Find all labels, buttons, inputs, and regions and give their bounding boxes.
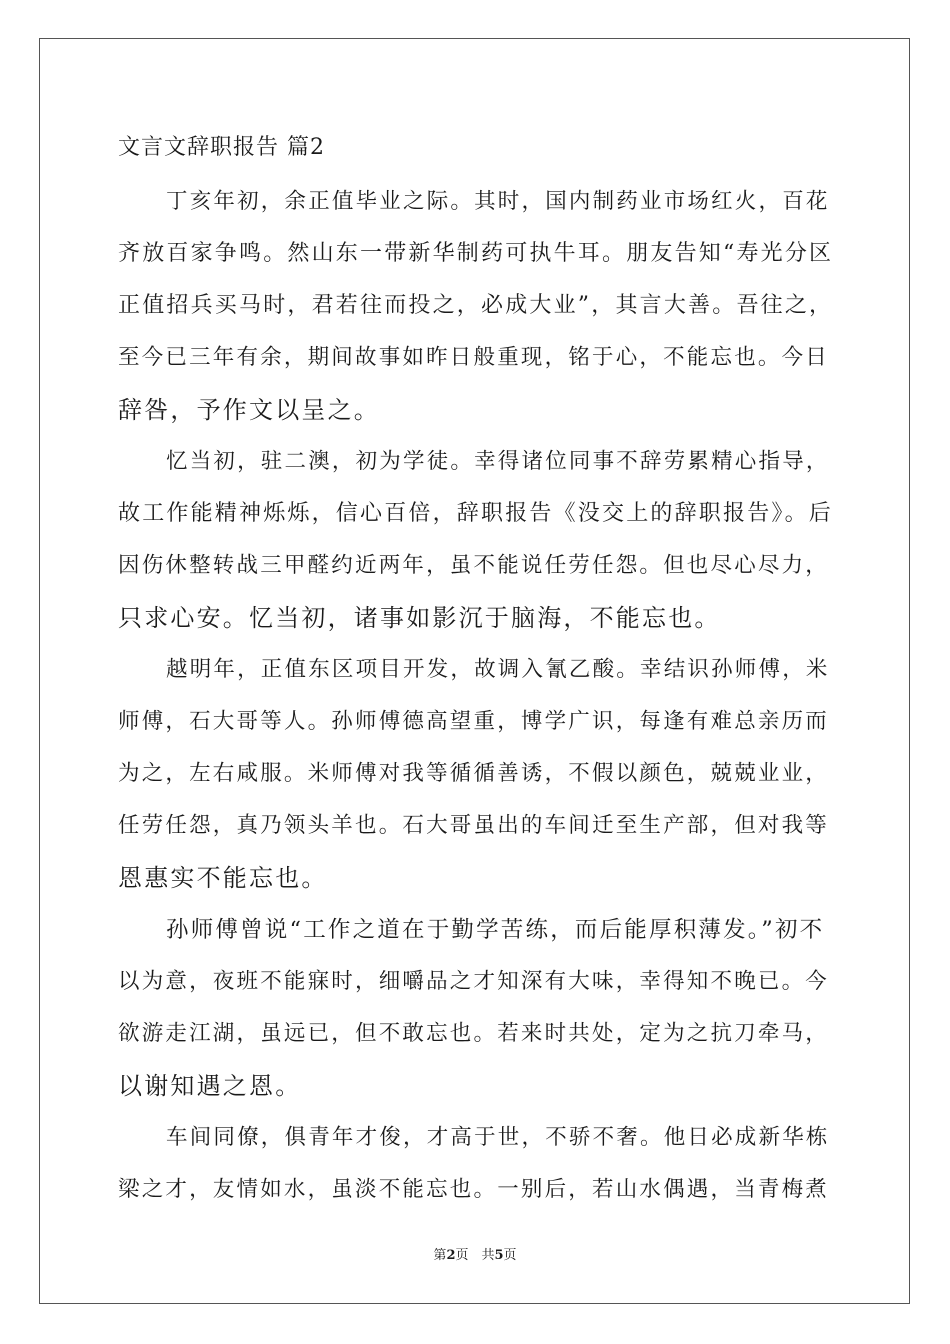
paragraph-line: 忆当初，驻二澳，初为学徒。幸得诸位同事不辞劳累精心指导，	[166, 449, 830, 474]
paragraph-line: 为之，左右咸服。米师傅对我等循循善诱，不假以颜色，兢兢业业，	[118, 761, 830, 786]
page-number-footer	[0, 1246, 950, 1266]
current-page-number: 2	[446, 1248, 456, 1263]
paragraph-line: 欲游走江湖，虽远已，但不敢忘也。若来时共处，定为之抗刀牵马，	[118, 1021, 830, 1046]
paragraph-line: 越明年，正值东区项目开发，故调入氰乙酸。幸结识孙师傅，米	[166, 657, 830, 682]
footer-prefix: 第	[433, 1248, 447, 1263]
paragraph-line: 故工作能精神烁烁，信心百倍，辞职报告《没交上的辞职报告》。后	[118, 501, 834, 526]
total-pages-number: 5	[494, 1248, 504, 1263]
paragraph-line: 车间同僚，俱青年才俊，才高于世，不骄不奢。他日必成新华栋	[166, 1125, 830, 1150]
footer-suffix: 页	[503, 1248, 517, 1263]
paragraph-line: 以为意，夜班不能寐时，细嚼品之才知深有大味，幸得知不晚已。今	[118, 969, 830, 994]
paragraph-line: 丁亥年初，余正值毕业之际。其时，国内制药业市场红火，百花	[166, 189, 830, 214]
paragraph-line: 孙师傅曾说“工作之道在于勤学苦练，而后能厚积薄发。”初不	[166, 917, 825, 943]
paragraph-line: 至今已三年有余，期间故事如昨日般重现，铭于心，不能忘也。今日	[118, 345, 830, 370]
paragraph-line: 辞咎，予作文以呈之。	[118, 396, 380, 424]
document-title: 文言文辞职报告 篇2	[118, 135, 325, 160]
footer-mid: 页 共	[455, 1248, 495, 1263]
paragraph-line: 只求心安。忆当初，诸事如影沉于脑海，不能忘也。	[118, 604, 721, 632]
paragraph-line: 正值招兵买马时，君若往而投之，必成大业”，其言大善。吾往之，	[118, 293, 834, 318]
paragraph-line: 因伤休整转战三甲醛约近两年，虽不能说任劳任怨。但也尽心尽力，	[118, 553, 830, 578]
paragraph-line: 师傅，石大哥等人。孙师傅德高望重，博学广识，每逢有难总亲历而	[118, 709, 830, 734]
paragraph-line: 任劳任怨，真乃领头羊也。石大哥虽出的车间迁至生产部，但对我等	[118, 813, 830, 838]
paragraph-line: 以谢知遇之恩。	[118, 1072, 302, 1100]
paragraph-line: 恩惠实不能忘也。	[118, 864, 328, 892]
paragraph-line: 齐放百家争鸣。然山东一带新华制药可执牛耳。朋友告知“寿光分区	[118, 241, 834, 266]
paragraph-line: 梁之才，友情如水，虽淡不能忘也。一别后，若山水偶遇，当青梅煮	[118, 1177, 830, 1202]
